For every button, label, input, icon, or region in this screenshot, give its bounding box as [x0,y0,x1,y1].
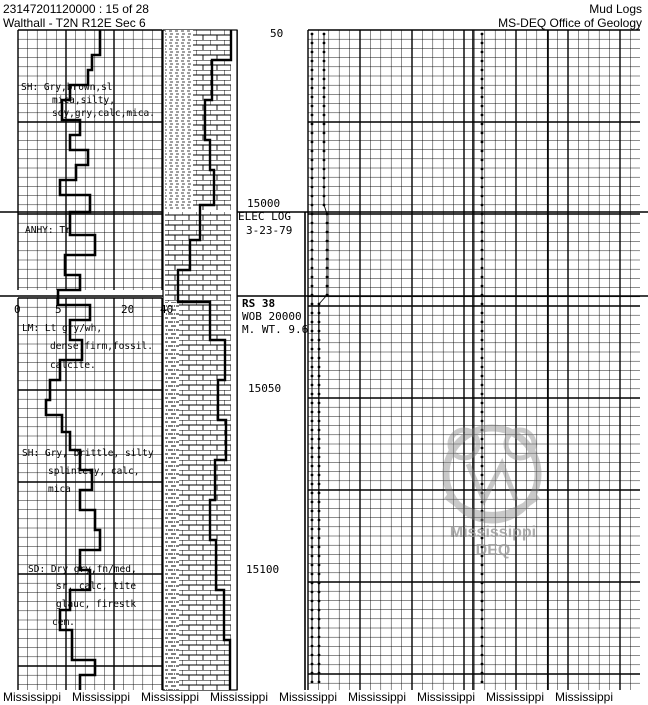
shale-fill-lower [165,302,179,690]
desc-shale-1b: mica,silty, [52,95,115,106]
mud-weight-note: M. WT. 9.6 [242,323,309,336]
scale-label-40: 40 [160,303,174,316]
footer-watermark-strip [0,690,648,705]
desc-sand-a: SD: Dry gry,fn/med, [28,564,137,575]
header-left [3,2,149,30]
footer-word: Mississippi [210,690,269,704]
watermark-line-1: Mississippi [449,524,537,541]
watermark-text [433,524,553,560]
footer-word: Mississippi [417,690,476,704]
rs-note: RS 38 [242,297,276,310]
desc-shale-1c: sdy,gry,calc,mica. [52,108,155,119]
depth-label-15100: 15100 [246,563,280,576]
agency-name: MS-DEQ Office of Geology [498,16,642,30]
depth-label-15000: 15000 [247,197,281,210]
desc-sand-c: glauc, firestk [56,599,137,610]
scale-label-20: 20 [121,303,135,316]
scale-label-5: 5 [55,303,62,316]
footer-word: Mississippi [555,690,614,704]
depth-label-50: 50 [270,27,284,40]
desc-shale-2a: SH: Gry, brittle, silty [22,448,154,459]
footer-word: Mississippi [348,690,407,704]
header-right [498,2,642,30]
desc-lime-b: dense,firm,fossil. [50,341,153,352]
depth-label-15050: 15050 [248,382,282,395]
desc-lime-a: LM: Lt gry/wh, [22,323,103,334]
desc-anhydrite: ANHY: Tr [25,225,71,236]
elec-log-date: 3-23-79 [246,224,293,237]
footer-word: Mississippi [279,690,338,704]
well-location: Walthall - T2N R12E Sec 6 [3,16,146,30]
desc-shale-1a: SH: Gry,brown,sl [21,82,113,93]
footer-word: Mississippi [486,690,545,704]
desc-sand-d: cem. [52,617,75,628]
record-id: 23147201120000 : 15 of 28 [3,2,149,16]
desc-shale-2b: splintery, calc, [48,466,140,477]
elec-log-note: ELEC LOG [238,210,291,223]
watermark-line-2: DEQ [475,542,511,559]
limestone-fill-mid [165,212,231,302]
footer-word: Mississippi [3,690,62,704]
footer-word: Mississippi [72,690,131,704]
desc-shale-2c: mica [48,484,71,495]
wob-note: WOB 20000 [242,310,302,323]
limestone-fill-upper [193,30,231,210]
desc-sand-b: sr, calc, tite [56,581,137,592]
document-type: Mud Logs [589,2,642,16]
desc-lime-c: calcite. [50,360,96,371]
shale-fill [165,30,193,210]
scale-label-0: 0 [14,303,21,316]
footer-word: Mississippi [141,690,200,704]
